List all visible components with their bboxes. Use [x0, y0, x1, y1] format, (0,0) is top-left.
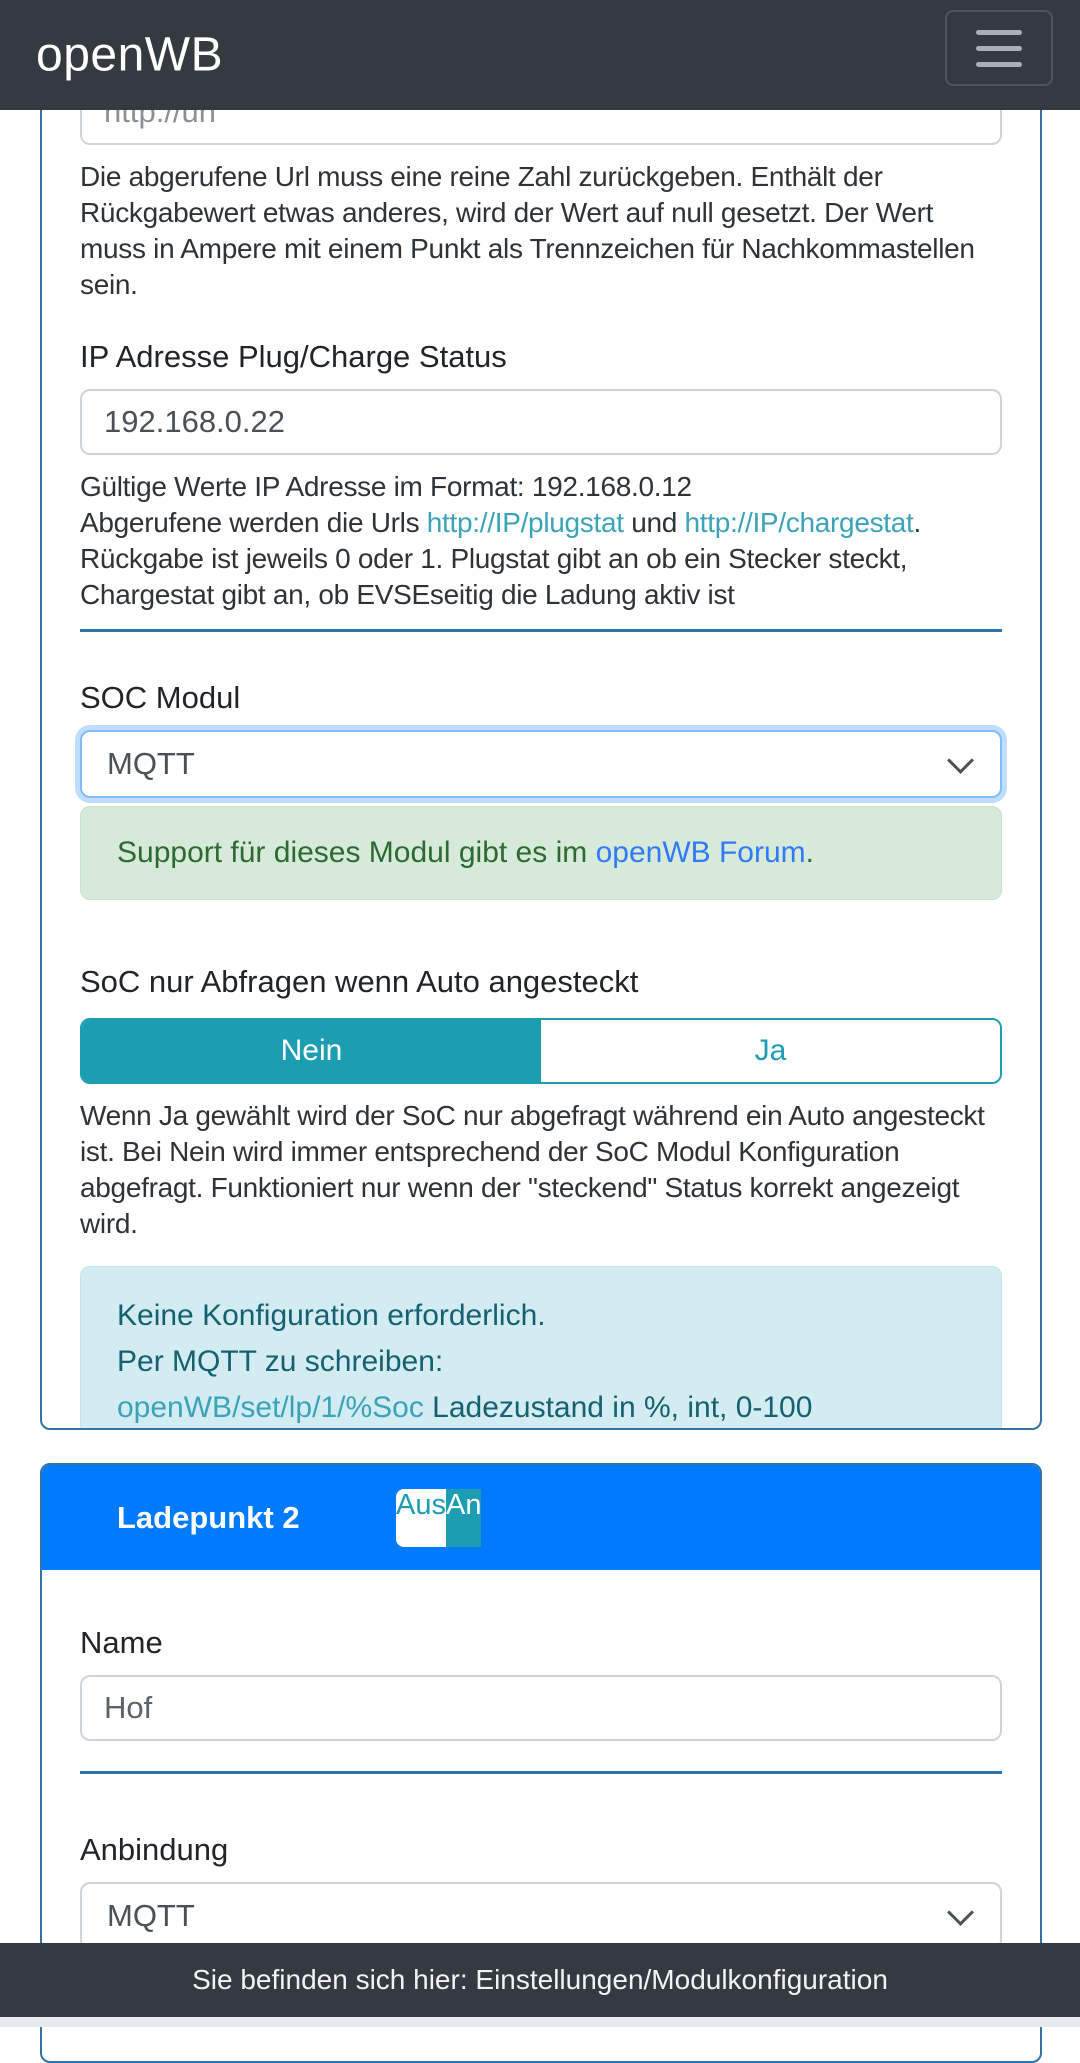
chargestat-link[interactable]: http://IP/chargestat [684, 507, 914, 538]
support-period: . [805, 836, 814, 869]
breadcrumb: Sie befinden sich hier: Einstellungen/Modulkonfiguration [192, 1964, 888, 1995]
section-divider [80, 1771, 1002, 1774]
toggle-nein-button[interactable]: Nein [82, 1020, 541, 1082]
module-config-card [40, 50, 1042, 1430]
soc-query-label: SoC nur Abfragen wenn Auto angesteckt [80, 964, 639, 999]
ip-help-pre: Abgerufene werden die Urls [80, 507, 427, 538]
ip-help-post: . Rückgabe ist jeweils 0 oder 1. Plugstat gibt an ob ein Stecker steckt, Chargestat gibt an, ob EVSEseitig die Ladung aktiv ist [80, 507, 922, 610]
toggle-ja-button[interactable]: Ja [541, 1020, 1000, 1082]
anbindung-select[interactable] [80, 1882, 1002, 1950]
soc-modul-selected-value: MQTT [107, 746, 195, 781]
openwb-forum-link[interactable]: openWB Forum [595, 836, 806, 869]
page-bottom-strip [0, 2017, 1080, 2027]
name-input[interactable] [80, 1675, 1002, 1741]
toggle-an-button[interactable]: An [446, 1489, 481, 1547]
support-alert [80, 806, 1002, 900]
anbindung-selected-value: MQTT [107, 1898, 195, 1933]
info-line2: Per MQTT zu schreiben: [117, 1345, 444, 1378]
hamburger-menu-button[interactable] [945, 10, 1053, 86]
ip-plug-charge-input[interactable] [80, 389, 1002, 455]
section-divider [80, 629, 1002, 632]
soc-query-toggle [80, 1018, 1002, 1084]
toggle-aus-button[interactable]: Aus [396, 1489, 446, 1547]
hamburger-icon [976, 46, 1022, 51]
ladepunkt-2-power-toggle [396, 1489, 1003, 1547]
soc-modul-select[interactable] [80, 730, 1002, 798]
top-navbar [0, 0, 1080, 110]
ladepunkt-2-header [42, 1465, 1040, 1570]
ladepunkt-2-body [42, 1625, 1040, 1950]
plugstat-link[interactable]: http://IP/plugstat [426, 507, 624, 538]
hamburger-icon [976, 30, 1022, 35]
breadcrumb-footer [0, 1943, 1080, 2017]
brand-logo[interactable]: openWB [36, 28, 224, 82]
mqtt-config-info [80, 1266, 1002, 1430]
support-text: Support für dieses Modul gibt es im [117, 836, 596, 869]
soc-query-help-text: Wenn Ja gewählt wird der SoC nur abgefragt während ein Auto angesteckt ist. Bei Nein wird immer entsprechend der SoC Modul Konfiguration abgefragt. Funktioniert nur wenn der "steckend" Status korrekt angezeigt wird. [80, 1100, 985, 1239]
name-label: Name [80, 1625, 163, 1660]
ladepunkt-2-title: Ladepunkt 2 [117, 1499, 300, 1535]
ip-help-und: und [623, 507, 685, 538]
chevron-down-icon [947, 1899, 974, 1926]
anbindung-label: Anbindung [80, 1832, 229, 1867]
ip-plug-charge-label: IP Adresse Plug/Charge Status [80, 339, 507, 374]
mqtt-topic: openWB/set/lp/1/%Soc [117, 1391, 424, 1424]
ip-help-line1: Gültige Werte IP Adresse im Format: 192.168.0.12 [80, 471, 692, 502]
info-line1: Keine Konfiguration erforderlich. [117, 1299, 546, 1332]
url-help-text: Die abgerufene Url muss eine reine Zahl zurückgeben. Enthält der Rückgabewert etwas anderes, wird der Wert auf null gesetzt. Der Wert muss in Ampere mit einem Punkt als Trennzeichen für Nachkommastellen sein. [80, 161, 975, 300]
chevron-down-icon [947, 747, 974, 774]
soc-modul-label: SOC Modul [80, 680, 241, 715]
ip-help-text [80, 469, 1002, 613]
hamburger-icon [976, 62, 1022, 67]
mqtt-topic-desc: Ladezustand in %, int, 0-100 [423, 1391, 813, 1424]
